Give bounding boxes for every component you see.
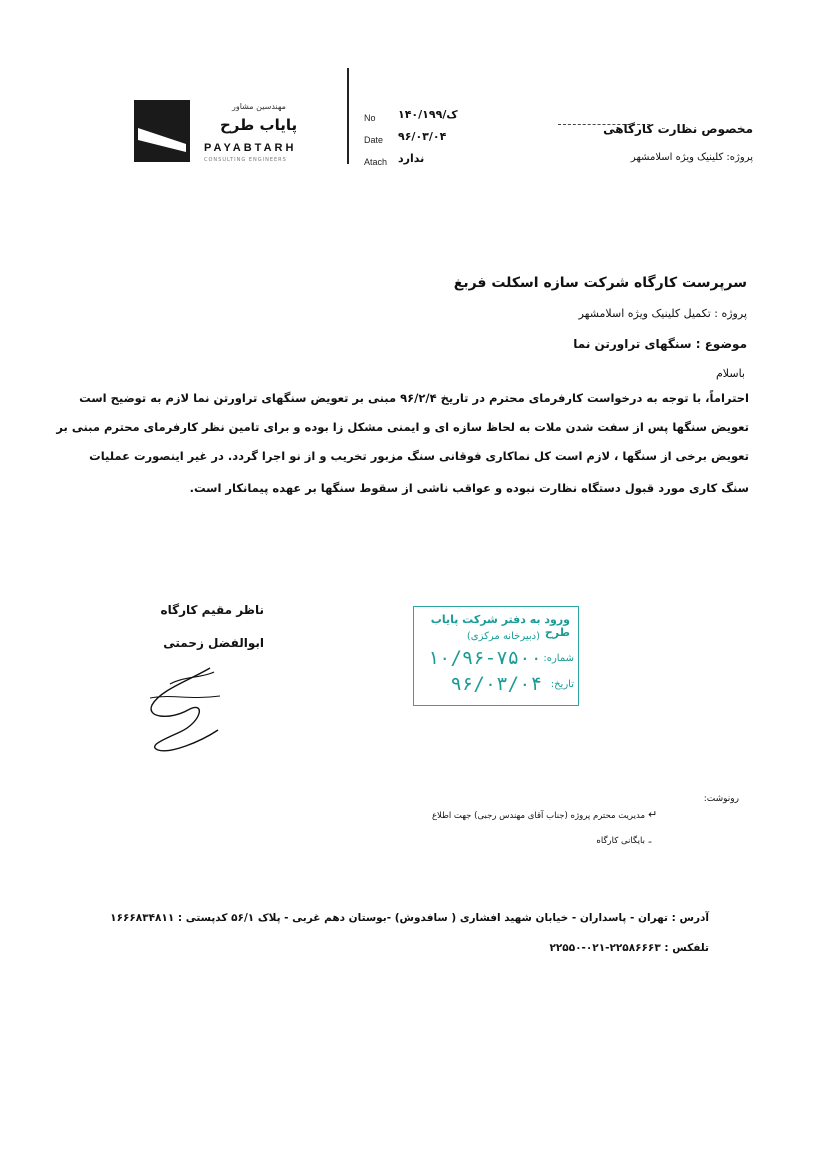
cc-item-2: بایگانی کارگاه — [596, 836, 645, 846]
paragraph-line-4: سنگ کاری مورد قبول دستگاه نظارت نبوده و عواقب ناشی از سقوط سنگها بر عهده پیمانکار است. — [189, 481, 749, 495]
stamp-number-value: ۱۰/۹۶-۷۵۰۰ — [427, 647, 542, 669]
paragraph-line-2: تعویض سنگها پس از سفت شدن ملات به لحاظ سازه ای و ایمنی مشکل زا بوده و برای تامین نظر کارفرمای محترم مبنی بر — [56, 420, 749, 434]
cc-item-2-mark: - — [648, 835, 652, 848]
cc-label: رونوشت: — [703, 794, 739, 804]
attach-value: ندارد — [398, 152, 425, 165]
greeting: باسلام — [715, 367, 745, 380]
footer-address: آدرس : تهران - پاسداران - خیابان شهید افشاری ( سافدوش) -بوستان دهم غربی - پلاک ۵۶/۱ کدپستی : ۱۶۶۶۸۳۴۸۱۱ — [110, 912, 709, 924]
company-tagline: CONSULTING ENGINEERS — [204, 157, 287, 163]
cc-item-1: مدیریت محترم پروژه (جناب آقای مهندس رجبی) جهت اطلاع — [431, 811, 645, 821]
subject: موضوع : سنگهای تراورتن نما — [573, 337, 747, 351]
company-name-fa: پایاب طرح — [220, 116, 298, 134]
stamp-date-value: ۹۶/۰۳/۰۴ — [450, 673, 542, 695]
header-divider — [347, 68, 349, 164]
stamp-number-label: شماره: — [543, 653, 574, 664]
stamp-line-2: (دبیرخانه مرکزی) — [466, 631, 540, 642]
received-stamp — [413, 606, 579, 706]
stamp-date-label: تاریخ: — [550, 679, 574, 690]
paragraph-line-3: تعویض برخی از سنگها ، لازم است کل نماکاری فوقانی سنگ مزبور تخریب و از نو اجرا گردد. در غیر اینصورت عملیات — [89, 449, 749, 463]
signer-title: ناظر مقیم کارگاه — [160, 603, 264, 617]
handwritten-signature — [140, 660, 230, 755]
company-name-en: PAYABTARH — [204, 142, 297, 154]
footer-phone: تلفکس : ۲۲۵۸۶۶۶۳-۰۲۱-۲۲۵۵۰ — [549, 942, 709, 954]
letter-date: ۹۶/۰۳/۰۴ — [398, 130, 447, 143]
stamp-line-1: ورود به دفتر شرکت پایاب طرح — [430, 613, 570, 639]
cc-item-1-mark: ↵ — [648, 808, 658, 821]
paragraph-line-1: احتراماً، با توجه به درخواست کارفرمای محترم در تاریخ ۹۶/۲/۴ مبنی بر تعویض سنگهای تراورتن نما لازم به توضیح است — [79, 391, 749, 405]
letter-number: ۱۴۰/ک/۱۹۹ — [398, 108, 458, 121]
attach-label: Atach — [364, 157, 388, 167]
signer-name: ابوالفضل زحمتی — [163, 636, 264, 650]
date-label: Date — [364, 135, 384, 145]
recipient: سرپرست کارگاه شرکت سازه اسکلت فربغ — [453, 275, 747, 291]
project-line: پروژه : تکمیل کلینیک ویژه اسلامشهر — [578, 307, 747, 320]
office-title: مخصوص نظارت کارگاهی — [603, 122, 753, 136]
no-label: No — [364, 113, 376, 123]
company-small-label: مهندسین مشاور — [232, 102, 286, 111]
header-project: پروژه: کلینیک ویژه اسلامشهر — [630, 152, 753, 163]
company-logo-mark — [134, 100, 190, 162]
